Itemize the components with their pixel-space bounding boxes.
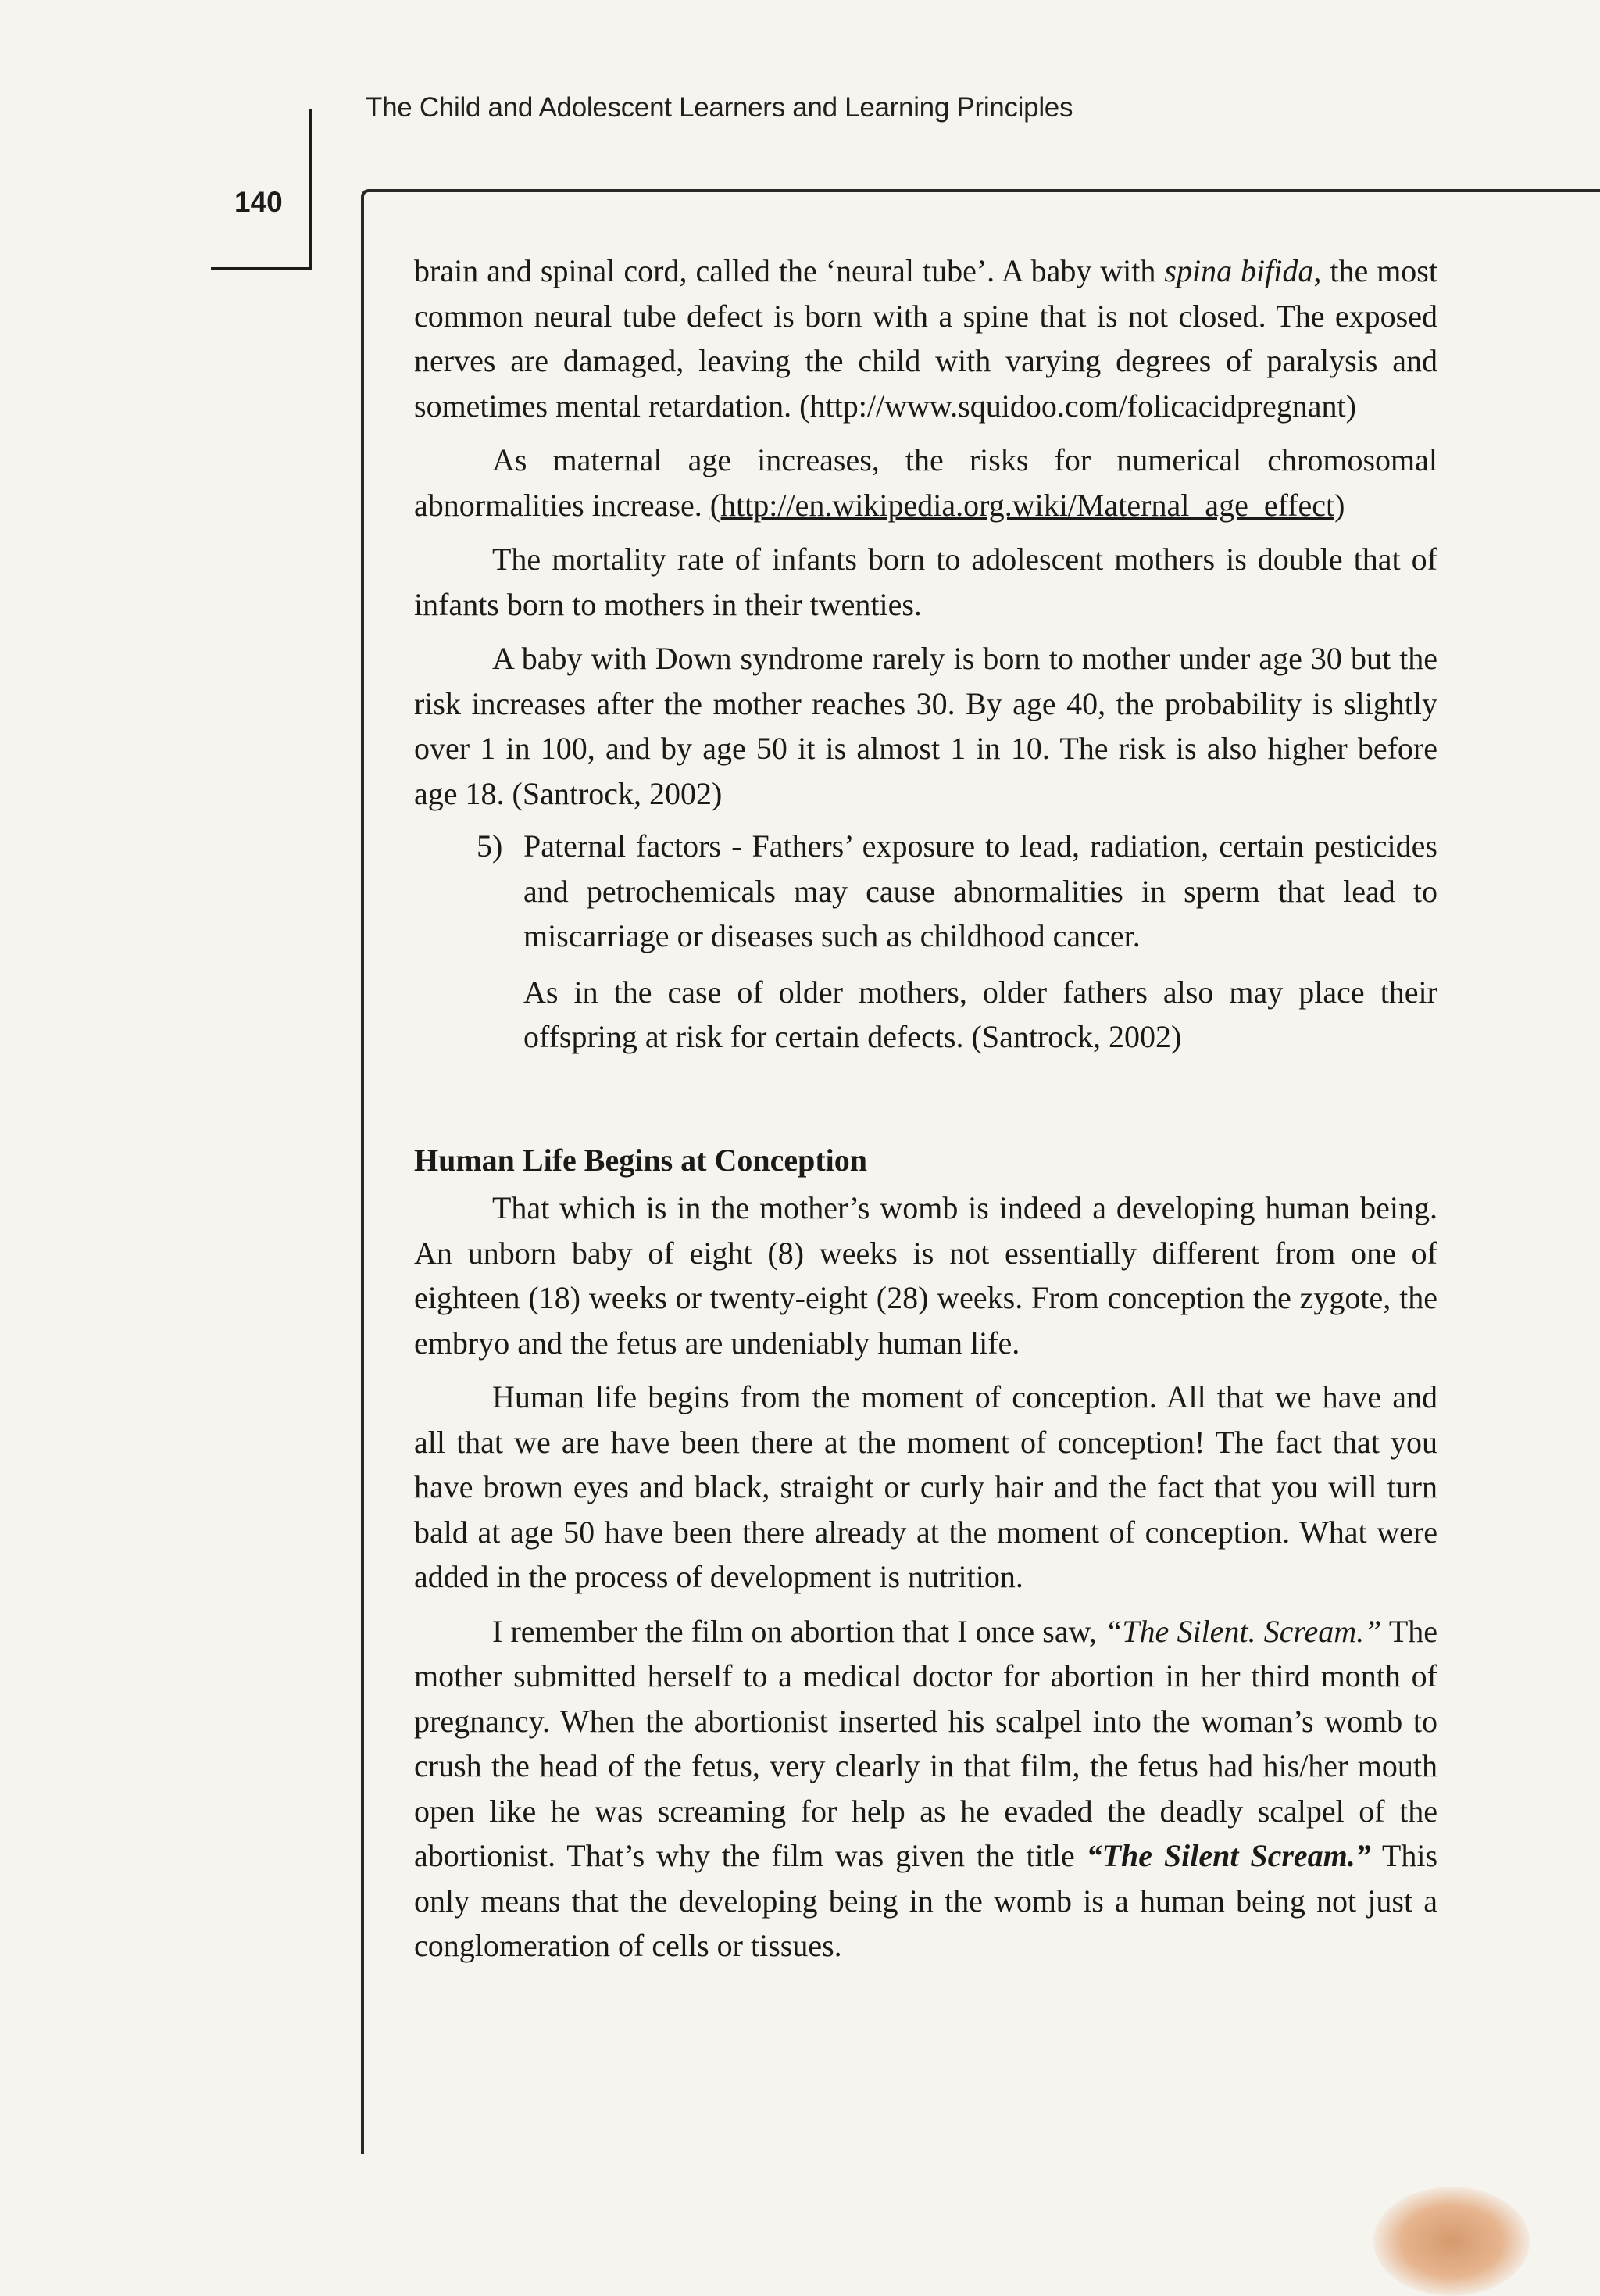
list-item-paternal-factors [477,824,1438,959]
paragraph-text: This only means that the developing being in the womb is a human being not just a conglomeration of cells or tissues. [414,1838,1438,1963]
film-title: “The Silent. Scream.” [1105,1613,1382,1649]
film-title-emphasis: “The Silent Scream.” [1086,1838,1371,1873]
paragraph-maternal-age [414,438,1438,528]
page-number: 140 [234,186,283,218]
paragraph-mortality-rate: The mortality rate of infants born to adolescent mothers is double that of infants born to mothers in their twenties. [414,542,1438,622]
page-number-rule-horizontal [211,267,312,270]
paragraph-down-syndrome: A baby with Down syndrome rarely is born to mother under age 30 but the risk increases after the mother reaches 30. By age 40, the probability is slightly over 1 in 100, and by age 50 it is almost 1 in 10. The risk is also higher before age 18. (Santrock, 2002) [414,641,1438,811]
paragraph-text: brain and spinal cord, called the ‘neural tube’. A baby with [414,253,1165,288]
paragraph-text: , the most common neural tube defect is born with a spine that is not closed. The exposed nerves are damaged, leaving the child with varying degrees of paralysis and sometimes mental retardation. (http://www.squidoo.com/folicacidpregnant) [414,253,1438,424]
section-heading: Human Life Begins at Conception [414,1142,868,1178]
list-item-text: Paternal factors - Fathers’ exposure to lead, radiation, certain pesticides and petrochemicals may cause abnormalities in sperm that lead to miscarriage or diseases such as childhood cancer. [523,828,1438,953]
paragraph-developing-human: That which is in the mother’s womb is indeed a developing human being. An unborn baby of eight (8) weeks is not essentially different from one of eighteen (18) weeks or twenty-eight (28) weeks. From conception the zygote, the embryo and the fetus are undeniably human life. [414,1190,1438,1361]
thumb-smudge [1373,2187,1530,2296]
wikipedia-reference-link[interactable]: (http://en.wikipedia.org.wiki/Maternal_age_effect) [709,487,1345,523]
paragraph-older-fathers: As in the case of older mothers, older fathers also may place their offspring at risk for certain defects. (Santrock, 2002) [523,974,1438,1054]
paragraph-text: As maternal age increases, the risks for numerical chromosomal abnormalities increase. [414,442,1438,523]
paragraph-neural-tube [414,249,1438,428]
paragraph-text: The mother submitted herself to a medical doctor for abortion in her third month of pregnancy. When the abortionist inserted his scalpel into the woman’s womb to crush the head of the fetus, very clearly in that film, the fetus had his/her mouth open like he was screaming for help as he evaded the deadly scalpel of the abortionist. That’s why the film was given the title [414,1613,1438,1873]
page-body [414,249,1438,1969]
term-spina-bifida: spina bifida [1164,253,1314,288]
paragraph-text: I remember the film on abortion that I once saw, [492,1613,1105,1649]
running-head: The Child and Adolescent Learners and Learning Principles [366,92,1073,123]
list-item-number: 5) [477,828,503,864]
paragraph-silent-scream [414,1609,1438,1969]
paragraph-moment-of-conception: Human life begins from the moment of conception. All that we have and all that we are have been there at the moment of conception! The fact that you have brown eyes and black, straight or curly hair and the fact that you will turn bald at age 50 have been there already at the moment of conception. What were added in the process of development is nutrition. [414,1379,1438,1594]
page-number-rule-vertical [309,109,312,270]
